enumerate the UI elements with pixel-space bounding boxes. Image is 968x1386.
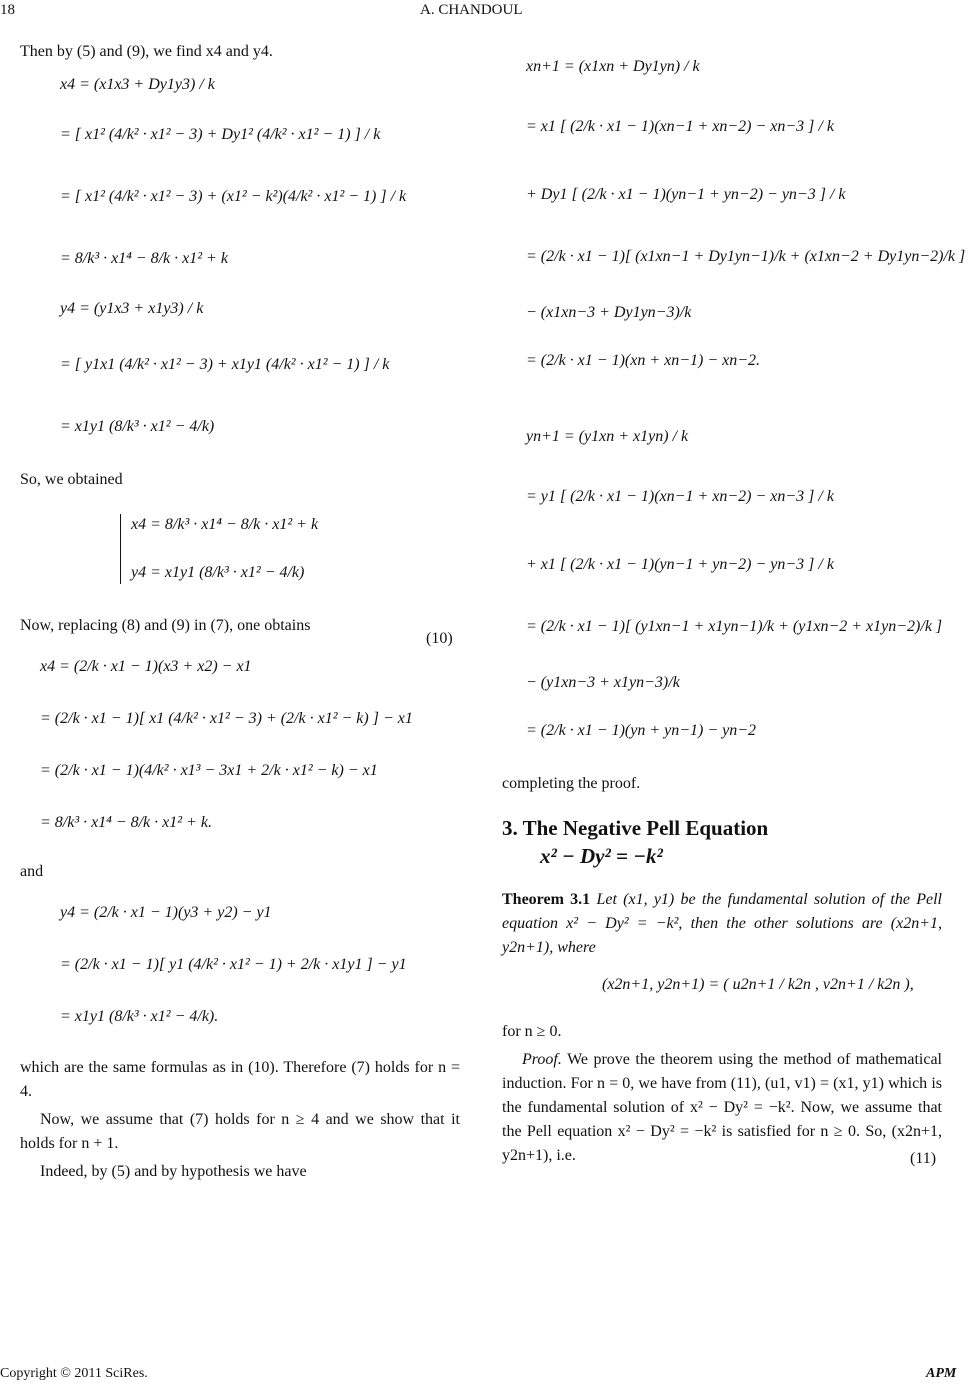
and-text: and [20,863,44,880]
obtained-text: So, we obtained [20,471,123,488]
eq-line: = x1y1 (8/k³ · x1² − 4/k). [60,1008,219,1025]
theorem-text: Let (x1, y1) be the fundamental solution of the Pell equation x² − Dy² = −k², then the other solutions are (x2n+1, y2n+1), where [502,891,943,956]
eq-line: + Dy1 [ (2/k · x1 − 1)(yn−1 + yn−2) − yn−3 ] / k [526,186,846,203]
footer-journal: APM [926,1366,957,1381]
proof-paragraph [502,1048,942,1168]
eq-line: = 8/k³ · x1⁴ − 8/k · x1² + k. [40,814,212,831]
eq-line: + x1 [ (2/k · x1 − 1)(yn−1 + yn−2) − yn−3 ] / k [526,556,834,573]
eq-line: = 8/k³ · x1⁴ − 8/k · x1² + k [60,250,228,267]
eq-line: y4 = x1y1 (8/k³ · x1² − 4/k) [131,564,305,581]
section-equation: x² − Dy² = −k² [540,844,663,868]
eq-line: − (y1xn−3 + x1yn−3)/k [526,674,680,691]
replacing-text: Now, replacing (8) and (9) in (7), one obtains [20,617,311,634]
eq-line: = (2/k · x1 − 1)(4/k² · x1³ − 3x1 + 2/k · x1² − k) − x1 [40,762,378,779]
for-n-text: for n ≥ 0. [502,1023,562,1040]
equation-system-10 [120,514,460,584]
equation-xn-plus-1 [526,56,966,372]
running-head-author: A. CHANDOUL [420,2,523,18]
completing-text: completing the proof. [502,775,641,792]
indeed-text: Indeed, by (5) and by hypothesis we have [40,1163,307,1180]
equation-label-11: (11) [910,1150,937,1167]
eq-line: xn+1 = (x1xn + Dy1yn) / k [526,58,700,75]
eq-line: = (2/k · x1 − 1)[ (x1xn−1 + Dy1yn−1)/k + (x1xn−2 + Dy1yn−2)/k ] [526,248,966,265]
eq-line: = [ x1² (4/k² · x1² − 3) + (x1² − k²)(4/k² · x1² − 1) ] / k [60,188,407,205]
theorem-3-1 [502,888,942,960]
same-formulas-text: which are the same formulas as in (10). Therefore (7) holds for n = 4. [20,1059,460,1100]
proof-label: Proof. [522,1051,562,1068]
equation-11 [602,974,942,996]
section-title: 3. The Negative Pell Equation [502,816,769,840]
eq-line: = y1 [ (2/k · x1 − 1)(xn−1 + xn−2) − xn−3 ] / k [526,488,834,505]
eq-line: = x1y1 (8/k³ · x1² − 4/k) [60,418,215,435]
eq-line: y4 = (2/k · x1 − 1)(y3 + y2) − y1 [60,904,272,921]
eq-line: = (2/k · x1 − 1)(xn + xn−1) − xn−2. [526,352,761,369]
theorem-label: Theorem 3.1 [502,891,591,908]
left-column [20,40,460,1188]
eq-line: = [ y1x1 (4/k² · x1² − 3) + x1y1 (4/k² · x1² − 1) ] / k [60,356,390,373]
now-assume-text: Now, we assume that (7) holds for n ≥ 4 and we show that it holds for n + 1. [20,1111,460,1152]
equation-label-10: (10) [426,630,453,647]
equation-y4-recurrence [60,902,460,1028]
eq-line: x4 = 8/k³ · x1⁴ − 8/k · x1² + k [131,516,319,533]
eq-line: = x1 [ (2/k · x1 − 1)(xn−1 + xn−2) − xn−3 ] / k [526,118,834,135]
eq-line: (x2n+1, y2n+1) = ( u2n+1 / k2n , v2n+1 / k2n ), [602,976,914,993]
eq-line: x4 = (x1x3 + Dy1y3) / k [60,76,215,93]
eq-line: yn+1 = (y1xn + x1yn) / k [526,428,689,445]
equation-y4 [60,298,460,438]
section-heading [502,814,942,870]
eq-line: = (2/k · x1 − 1)[ y1 (4/k² · x1² − 1) + 2/k · x1y1 ] − y1 [60,956,407,973]
eq-line: = (2/k · x1 − 1)[ (y1xn−1 + x1yn−1)/k + (y1xn−2 + x1yn−2)/k ] [526,618,943,635]
equation-x4 [60,74,460,270]
footer-copyright: Copyright © 2011 SciRes. [0,1366,148,1381]
proof-text: We prove the theorem using the method of mathematical induction. For n = 0, we have from (11), (u1, v1) = (x1, y1) which is the fundamental solution of x² − Dy² = −k². Now, we assume that the Pell equation x² − Dy² = −k² is satisfied for n ≥ 0. So, (x2n+1, y2n+1), i.e. [502,1051,942,1164]
eq-line: x4 = (2/k · x1 − 1)(x3 + x2) − x1 [40,658,252,675]
eq-line: = (2/k · x1 − 1)[ x1 (4/k² · x1² − 3) + (2/k · x1² − k) ] − x1 [40,710,413,727]
equation-yn-plus-1 [526,426,942,742]
equation-x4-recurrence [40,656,460,834]
eq-line: = [ x1² (4/k² · x1² − 3) + Dy1² (4/k² · x1² − 1) ] / k [60,126,381,143]
eq-line: y4 = (y1x3 + x1y3) / k [60,300,204,317]
intro-text: Then by (5) and (9), we find x4 and y4. [20,43,273,60]
eq-line: − (x1xn−3 + Dy1yn−3)/k [526,304,692,321]
eq-line: = (2/k · x1 − 1)(yn + yn−1) − yn−2 [526,722,757,739]
page-number: 18 [0,2,15,18]
right-column [502,20,966,1172]
